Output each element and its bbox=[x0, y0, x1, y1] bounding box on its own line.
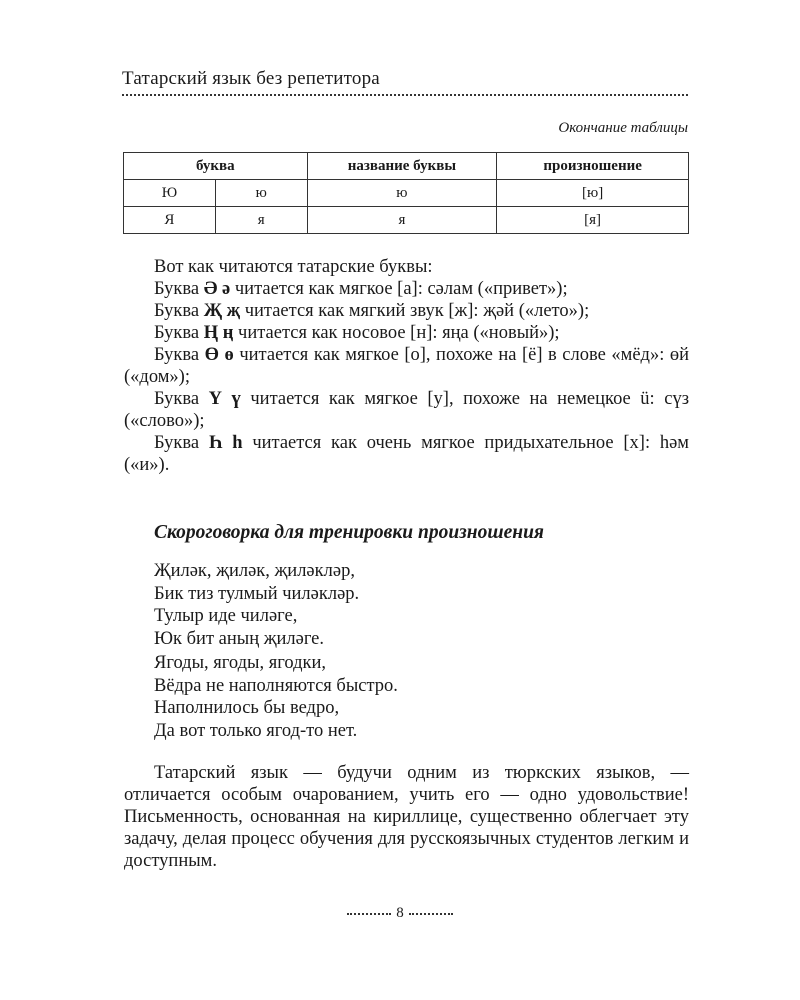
tongue-twister-russian bbox=[154, 652, 398, 742]
letter-reading-section bbox=[124, 256, 689, 476]
column-header-letter-name: название буквы bbox=[307, 153, 497, 180]
verse-line: Вёдра не наполняются быстро. bbox=[154, 675, 398, 696]
table-row bbox=[124, 207, 689, 234]
cell-uppercase: Ю bbox=[124, 180, 216, 207]
tongue-twister-tatar bbox=[154, 560, 359, 650]
cell-pronunciation: [я] bbox=[497, 207, 689, 234]
reading-item: Буква Ә ә читается как мягкое [а]: сәлам («привет»); bbox=[154, 279, 568, 299]
cell-letter-name: ю bbox=[307, 180, 497, 207]
alphabet-table bbox=[123, 152, 689, 234]
tatar-letter: Җ җ bbox=[203, 301, 241, 321]
cell-lowercase: я bbox=[215, 207, 307, 234]
table-row bbox=[124, 180, 689, 207]
reading-item: Буква Һ һ читается как очень мягкое придыхательное [х]: һәм («и»). bbox=[124, 433, 690, 475]
cell-letter-name: я bbox=[307, 207, 497, 234]
column-header-pronunciation: произношение bbox=[497, 153, 689, 180]
header-dotted-rule bbox=[122, 94, 688, 96]
page-footer bbox=[0, 905, 800, 922]
closing-section bbox=[124, 762, 689, 872]
table-continuation-caption: Окончание таблицы bbox=[558, 120, 688, 136]
verse-line: Да вот только ягод-то нет. bbox=[154, 720, 358, 741]
tatar-letter: Ң ң bbox=[203, 323, 234, 343]
cell-lowercase: ю bbox=[215, 180, 307, 207]
table-header-row bbox=[124, 153, 689, 180]
section-title: Скороговорка для тренировки произношения bbox=[154, 522, 544, 543]
verse-line: Ягоды, ягоды, ягодки, bbox=[154, 653, 327, 673]
footer-dots-left bbox=[347, 913, 391, 915]
tatar-letter: Ө ө bbox=[204, 345, 234, 365]
page-number: 8 bbox=[396, 905, 404, 921]
column-header-letter: буква bbox=[124, 153, 308, 180]
reading-item: Буква Ү ү читается как мягкое [у], похоже на немецкое ü: сүз («слово»); bbox=[124, 389, 689, 431]
verse-line: Юк бит аның җиләге. bbox=[154, 628, 325, 649]
reading-item: Буква Ө ө читается как мягкое [о], похоже на [ё] в слове «мёд»: өй («дом»); bbox=[124, 345, 690, 387]
reading-item: Буква Ң ң читается как носовое [н]: яңа («новый»); bbox=[154, 323, 560, 343]
tatar-letter: Һ һ bbox=[208, 433, 243, 453]
closing-paragraph: Татарский язык — будучи одним из тюркских языков, — отличается особым очарованием, учить его — одно удовольствие! Письменность, основанная на кириллице, существенно облегчает эту задачу, делая процесс обучения для русскоязычных студентов легким и доступным. bbox=[124, 763, 689, 871]
cell-uppercase: Я bbox=[124, 207, 216, 234]
verse-line: Җиләк, җиләк, җиләкләр, bbox=[154, 561, 355, 581]
tatar-letter: Ә ә bbox=[203, 279, 231, 299]
tatar-letter: Ү ү bbox=[208, 389, 241, 409]
reading-item: Буква Җ җ читается как мягкий звук [ж]: җәй («лето»); bbox=[154, 301, 590, 321]
verse-line: Наполнилось бы ведро, bbox=[154, 698, 340, 718]
running-head: Татарский язык без репетитора bbox=[122, 68, 380, 89]
footer-dots-right bbox=[409, 913, 453, 915]
cell-pronunciation: [ю] bbox=[497, 180, 689, 207]
verse-line: Тулыр иде чиләге, bbox=[154, 606, 298, 626]
reading-intro: Вот как читаются татарские буквы: bbox=[154, 257, 433, 277]
verse-line: Бик тиз тулмый чиләкләр. bbox=[154, 583, 360, 604]
